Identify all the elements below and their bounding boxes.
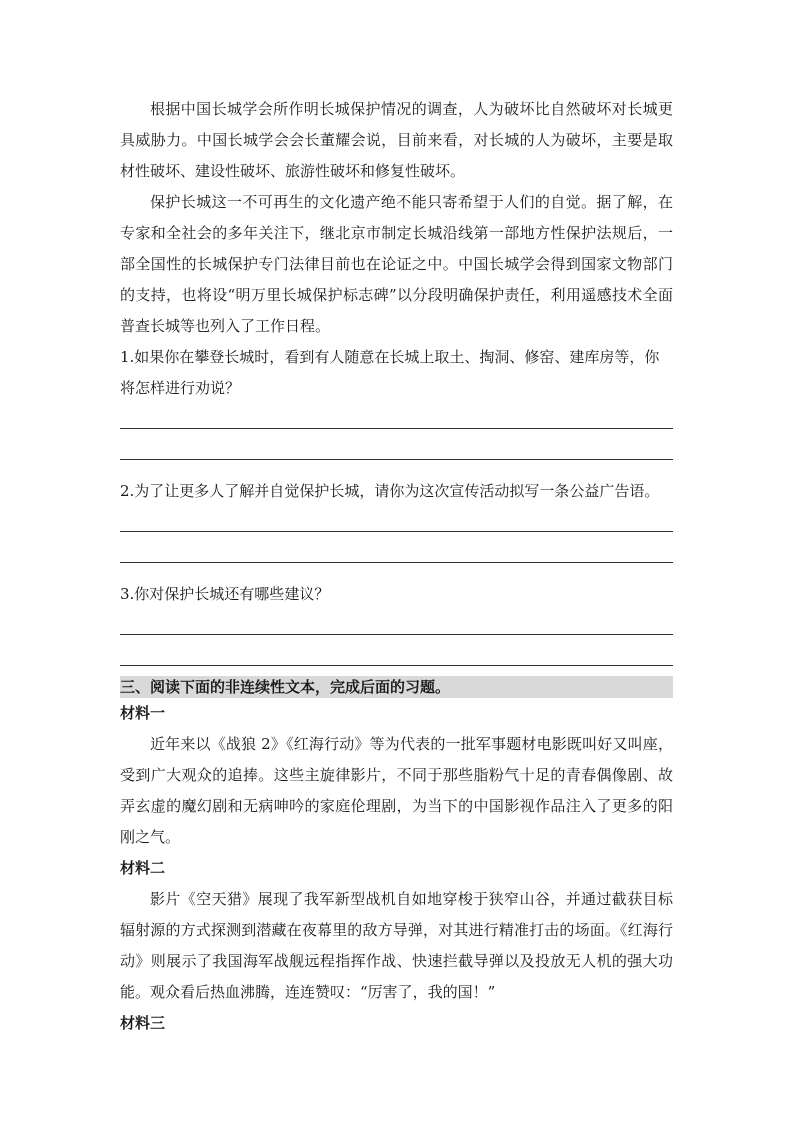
- material-2-title: 材料二: [120, 859, 166, 877]
- answer-line[interactable]: [120, 404, 673, 435]
- answer-line[interactable]: [120, 610, 673, 641]
- answer-line[interactable]: [120, 435, 673, 466]
- question-2: 2.为了让更多人了解并自觉保护长城，请你为这次宣传活动拟写一条公益广告语。: [120, 482, 660, 500]
- answer-line[interactable]: [120, 507, 673, 538]
- passage-paragraph-2: 保护长城这一不可再生的文化遗产绝不能只寄希望于人们的自觉。据了解，在专家和全社会的多年关注下，继北京市制定长城沿线第一部地方性保护法规后，一部全国性的长城保护专门法律目前也在论证之中。中国长城学会得到国家文物部门的支持，也将设“明万里长城保护标志碑”以分段明确保护责任，利用遥感技术全面普查长城等也列入了工作日程。: [120, 193, 673, 335]
- answer-line[interactable]: [120, 538, 673, 569]
- material-1-title: 材料一: [120, 704, 166, 722]
- material-2-text: 影片《空天猎》展现了我军新型战机自如地穿梭于狭窄山谷，并通过截获目标辐射源的方式探测到潜藏在夜幕里的敌方导弹，对其进行精准打击的场面。《红海行动》则展示了我国海军战舰远程指挥作战、快速拦截导弹以及投放无人机的强大功能。观众看后热血沸腾，连连赞叹：“厉害了，我的国！”: [120, 890, 673, 1001]
- question-1: 1.如果你在攀登长城时，看到有人随意在长城上取土、掏洞、修窑、建库房等，你将怎样进行劝说？: [120, 348, 660, 397]
- question-3: 3.你对保护长城还有哪些建议？: [120, 585, 330, 603]
- material-3-title: 材料三: [120, 1014, 166, 1032]
- answer-line[interactable]: [120, 641, 673, 672]
- section-heading: 三、阅读下面的非连续性文本，完成后面的习题。: [120, 676, 673, 698]
- document-page: [120, 94, 673, 1039]
- passage-paragraph-1: 根据中国长城学会所作明长城保护情况的调查，人为破坏比自然破坏对长城更具威胁力。中国长城学会会长董耀会说，目前来看，对长城的人为破坏，主要是取材性破坏、建设性破坏、旅游性破坏和修复性破坏。: [120, 100, 673, 180]
- material-1-text: 近年来以《战狼 2》《红海行动》等为代表的一批军事题材电影既叫好又叫座，受到广大观众的追捧。这些主旋律影片，不同于那些脂粉气十足的青春偶像剧、故弄玄虚的魔幻剧和无病呻吟的家庭伦理剧，为当下的中国影视作品注入了更多的阳刚之气。: [120, 735, 673, 846]
